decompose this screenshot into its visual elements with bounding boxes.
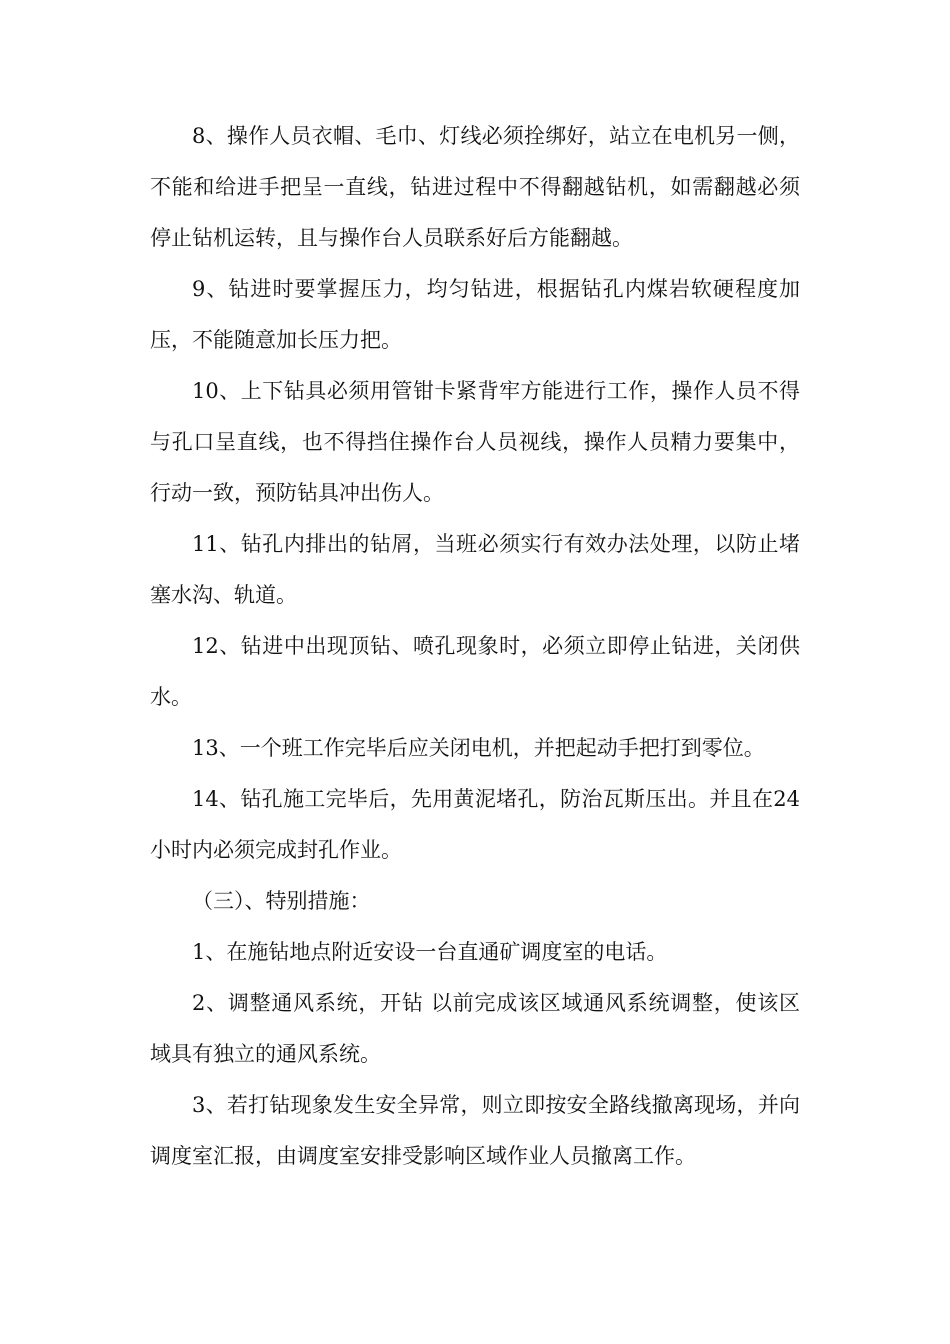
- paragraph-item-special-3: 3、若打钻现象发生安全异常，则立即按安全路线撤离现场，并向调度室汇报，由调度室安排受影响区域作业人员撤离工作。: [150, 1093, 800, 1168]
- paragraph-item-11: 11、钻孔内排出的钻屑，当班必须实行有效办法处理，以防止堵塞水沟、轨道。: [150, 532, 800, 607]
- paragraph-item-14: 14、钻孔施工完毕后，先用黄泥堵孔，防治瓦斯压出。并且在24小时内必须完成封孔作业。: [150, 787, 800, 862]
- paragraph-item-9: 9、钻进时要掌握压力，均匀钻进，根据钻孔内煤岩软硬程度加压，不能随意加长压力把。: [150, 277, 800, 352]
- paragraph-item-13: 13、一个班工作完毕后应关闭电机，并把起动手把打到零位。: [192, 736, 765, 760]
- paragraph-item-10: 10、上下钻具必须用管钳卡紧背牢方能进行工作，操作人员不得与孔口呈直线，也不得挡住操作台人员视线，操作人员精力要集中，行动一致，预防钻具冲出伤人。: [150, 379, 800, 505]
- paragraph-item-special-1: 1、在施钻地点附近安设一台直通矿调度室的电话。: [192, 940, 668, 964]
- paragraph-item-12: 12、钻进中出现顶钻、喷孔现象时，必须立即停止钻进，关闭供水。: [150, 634, 800, 709]
- paragraph-item-special-2: 2、调整通风系统，开钻 以前完成该区域通风系统调整，使该区域具有独立的通风系统。: [150, 991, 800, 1066]
- document-body: [150, 111, 800, 1182]
- section-heading-special-measures: （三）、特别措施：: [192, 889, 371, 913]
- paragraph-item-8: 8、操作人员衣帽、毛巾、灯线必须拴绑好，站立在电机另一侧，不能和给进手把呈一直线，钻进过程中不得翻越钻机，如需翻越必须停止钻机运转，且与操作台人员联系好后方能翻越。: [150, 124, 800, 250]
